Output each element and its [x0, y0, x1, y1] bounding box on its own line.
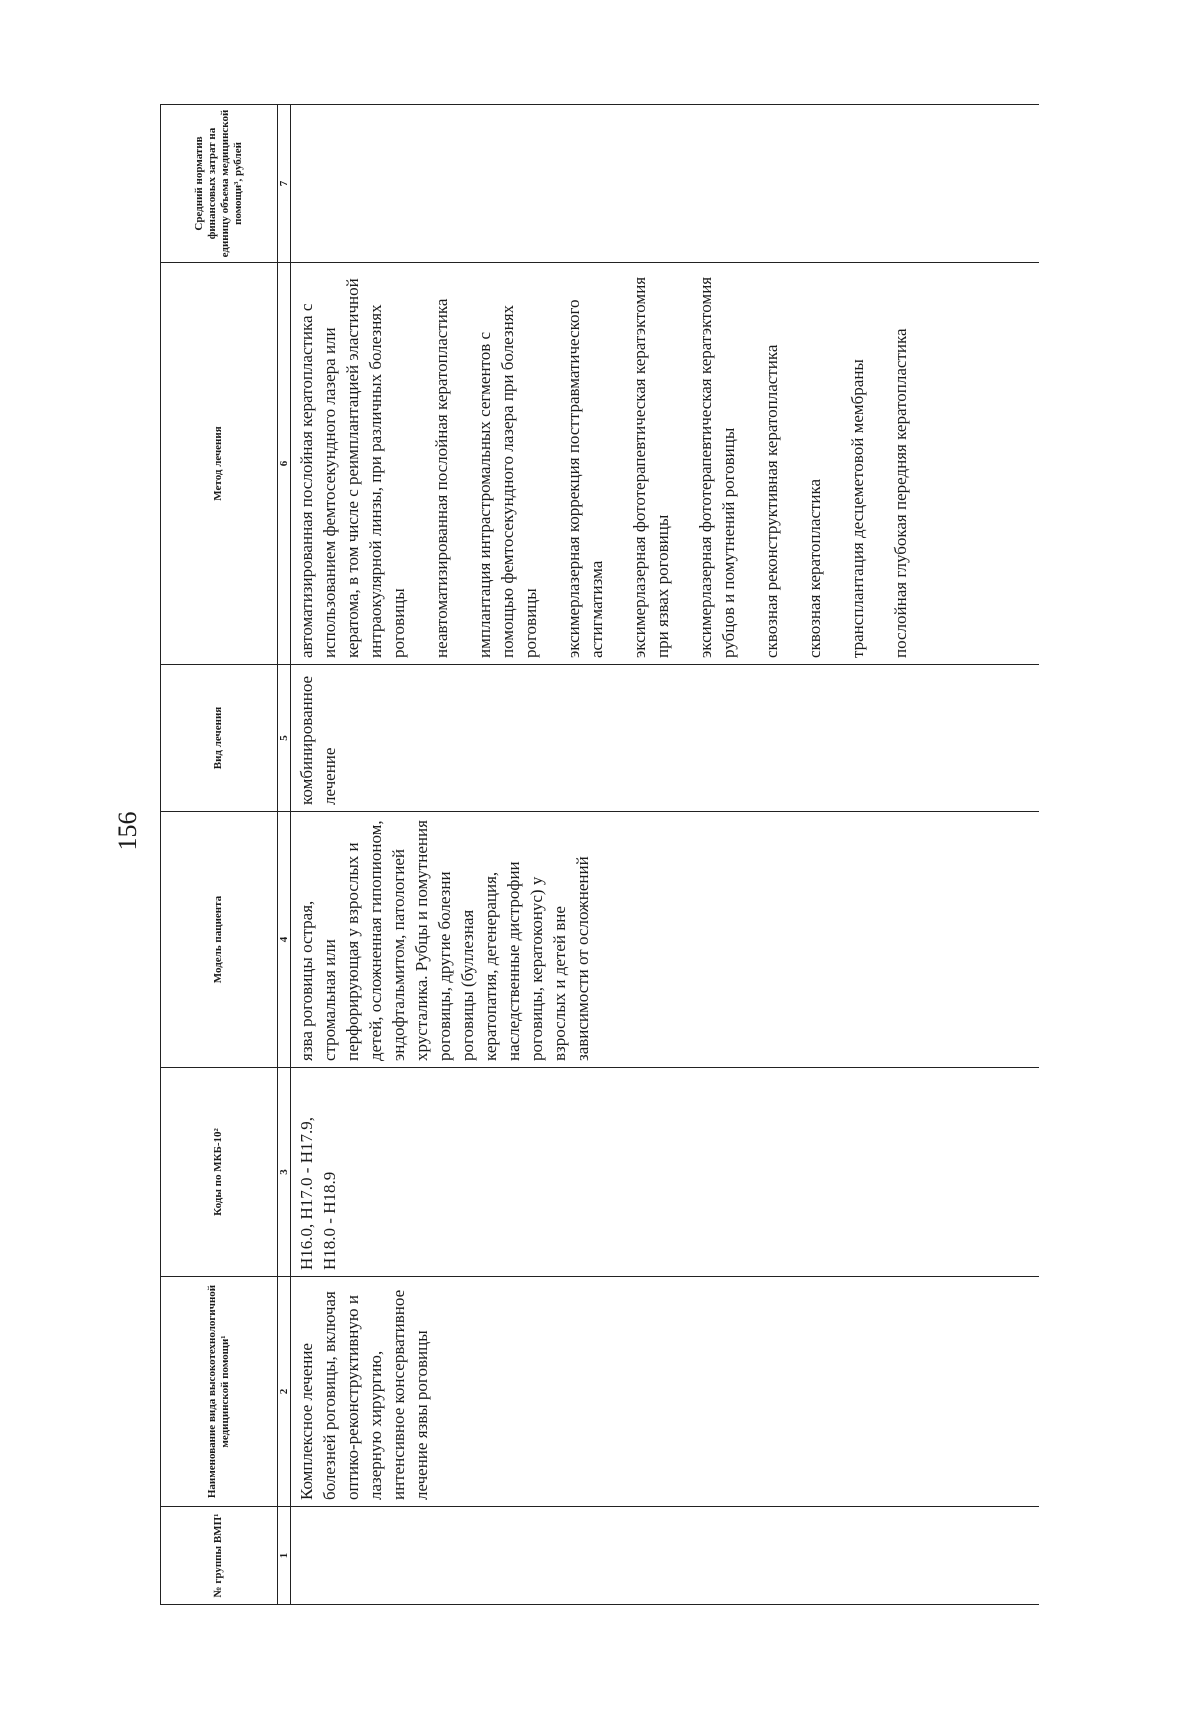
- method-item: эксимерлазерная коррекция посттравматического астигматизма: [564, 299, 606, 658]
- method-item: послойная глубокая передняя кератопластика: [891, 328, 910, 658]
- page-number: 156: [113, 811, 142, 851]
- column-number-4: 4: [278, 812, 291, 1068]
- cell-treatment-type: комбинированное лечение: [291, 665, 1040, 812]
- header-treatment-type: Вид лечения: [161, 665, 278, 812]
- header-patient-model: Модель пациента: [161, 812, 278, 1068]
- header-row: [161, 105, 278, 1605]
- cell-treatment-methods: [291, 263, 1040, 665]
- column-number-5: 5: [278, 665, 291, 812]
- method-item: имплантация интрастромальных сегментов с помощью фемтосекундного лазера при болезнях роговицы: [475, 304, 540, 658]
- header-cost-standard: Средний норматив финансовых затрат на единицу объема медицинской помощи³, рублей: [161, 105, 278, 263]
- cell-vmp-name: Комплексное лечение болезней роговицы, включая оптико-реконструктивную и лазерную хирургию, интенсивное консервативное лечение язвы роговицы: [291, 1277, 1040, 1507]
- method-item: неавтоматизированная послойная кератопластика: [432, 298, 451, 658]
- column-number-1: 1: [278, 1507, 291, 1605]
- vmp-table: [160, 104, 1039, 1605]
- method-item: трансплантация десцеметовой мембраны: [848, 359, 867, 658]
- header-icd-codes: Коды по МКБ-10²: [161, 1068, 278, 1277]
- column-number-6: 6: [278, 263, 291, 665]
- cell-icd-codes: H16.0, H17.0 - H17.9, H18.0 - H18.9: [291, 1068, 1040, 1277]
- rotated-table-container: [160, 105, 1040, 1605]
- column-number-2: 2: [278, 1277, 291, 1507]
- method-item: автоматизированная послойная кератопластика с использованием фемтосекундного лазера или кератома, в том числе с реимплантацией эластичной интраокулярной линзы, при различных болезнях роговицы: [297, 278, 408, 658]
- cell-group-number: [291, 1507, 1040, 1605]
- cell-cost: [291, 105, 1040, 263]
- method-item: сквозная реконструктивная кератопластика: [762, 344, 781, 658]
- method-item: сквозная кератопластика: [805, 478, 824, 658]
- column-number-3: 3: [278, 1068, 291, 1277]
- header-treatment-method: Метод лечения: [161, 263, 278, 665]
- header-vmp-name: Наименование вида высокотехнологичной медицинской помощи¹: [161, 1277, 278, 1507]
- table-row: [291, 105, 1040, 1605]
- column-number-7: 7: [278, 105, 291, 263]
- method-item: эксимерлазерная фототерапевтическая кератэктомия рубцов и помутнений роговицы: [696, 276, 738, 658]
- column-number-row: [278, 105, 291, 1605]
- cell-patient-model: язва роговицы острая, стромальная или перфорирующая у взрослых и детей, осложненная гипопионом, эндофтальмитом, патологией хрусталика. Рубцы и помутнения роговицы, другие болезни роговицы (буллезная кератопатия, дегенерация, наследственные дистрофии роговицы, кератоконус) у взрослых и детей вне зависимости от осложнений: [291, 812, 1040, 1068]
- header-group-number: № группы ВМП¹: [161, 1507, 278, 1605]
- method-item: эксимерлазерная фототерапевтическая кератэктомия при язвах роговицы: [630, 276, 672, 658]
